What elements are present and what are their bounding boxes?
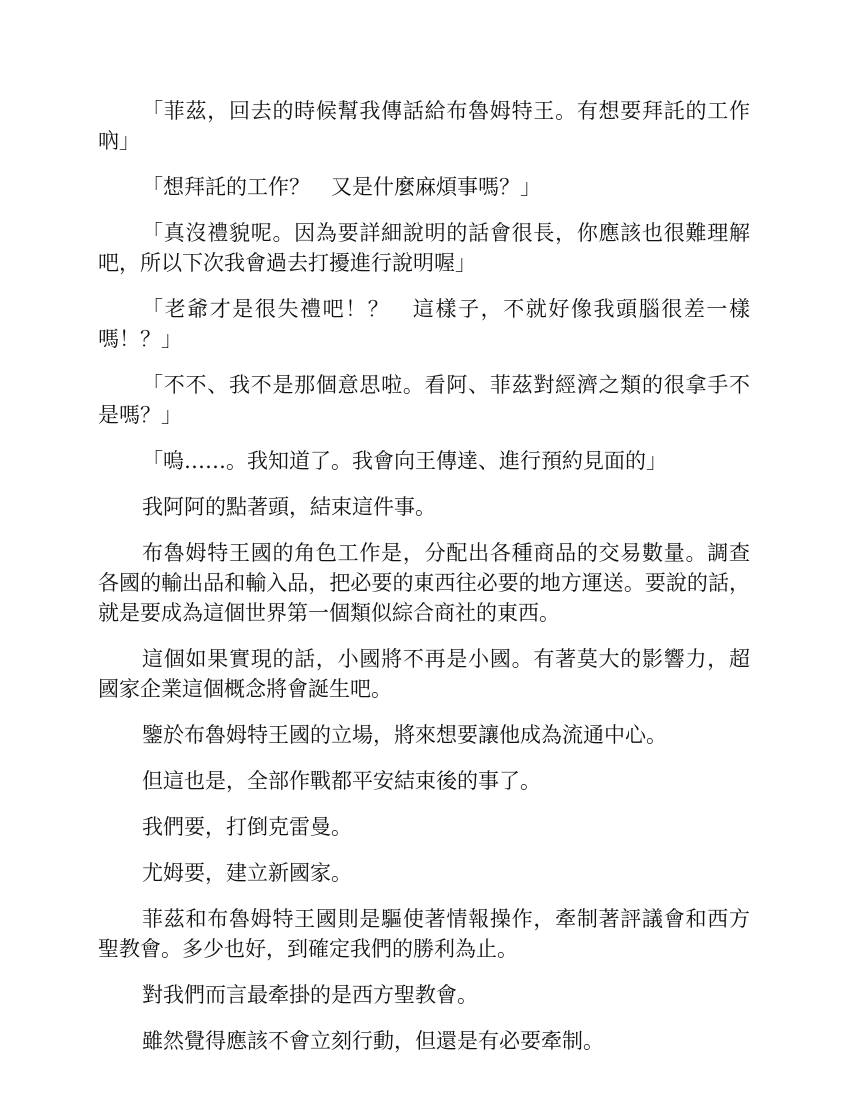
paragraph: 菲茲和布魯姆特王國則是驅使著情報操作，牽制著評議會和西方聖教會。多少也好，到確定我們的勝利為止。 [98,907,750,961]
paragraph: 鑒於布魯姆特王國的立場，將來想要讓他成為流通中心。 [142,723,667,747]
document-body [98,96,750,1072]
paragraph: 我們要，打倒克雷曼。 [142,815,352,839]
paragraph: 「嗚……。我知道了。我會向王傳達、進行預約見面的」 [142,449,667,473]
paragraph: 但這也是，全部作戰都平安結束後的事了。 [142,769,541,793]
paragraph: 「不不、我不是那個意思啦。看阿、菲茲對經濟之類的很拿手不是嗎？」 [98,373,750,427]
paragraph: 「菲茲，回去的時候幫我傳話給布魯姆特王。有想要拜託的工作吶」 [98,99,750,153]
paragraph: 尤姆要，建立新國家。 [142,861,352,885]
paragraph: 對我們而言最牽掛的是西方聖教會。 [142,983,478,1007]
paragraph: 這個如果實現的話，小國將不再是小國。有著莫大的影響力，超國家企業這個概念將會誕生吧。 [98,647,750,701]
paragraph: 我阿阿的點著頭，結束這件事。 [142,495,436,519]
paragraph: 雖然覺得應該不會立刻行動，但還是有必要牽制。 [142,1029,604,1053]
paragraph: 「真沒禮貌呢。因為要詳細說明的話會很長，你應該也很難理解吧，所以下次我會過去打擾進行說明喔」 [98,221,750,275]
paragraph: 「想拜託的工作？ 又是什麼麻煩事嗎？」 [142,175,541,199]
paragraph: 布魯姆特王國的角色工作是，分配出各種商品的交易數量。調查各國的輸出品和輸入品，把必要的東西往必要的地方運送。要說的話，就是要成為這個世界第一個類似綜合商社的東西。 [98,541,750,625]
paragraph: 「老爺才是很失禮吧！？ 這樣子，不就好像我頭腦很差一樣嗎！？」 [98,297,750,351]
